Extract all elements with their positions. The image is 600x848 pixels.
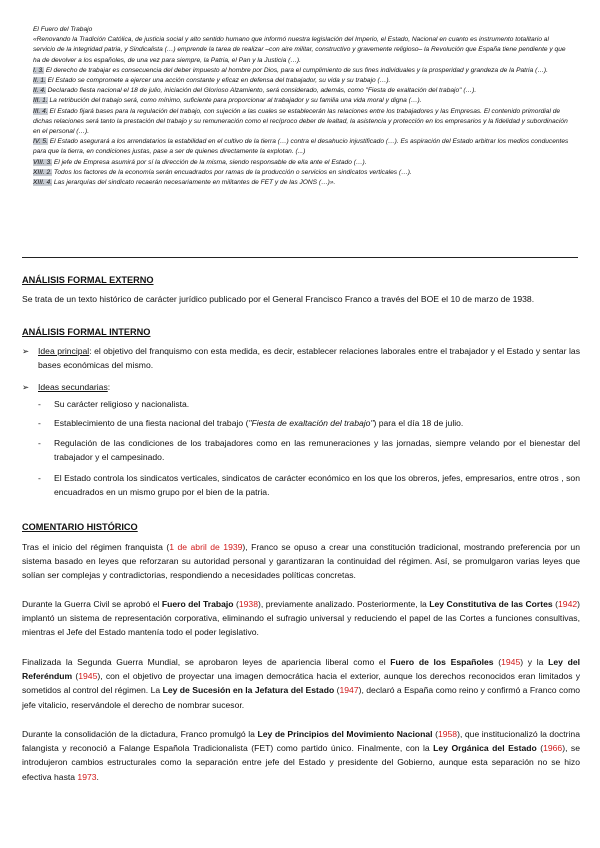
external-analysis-title: ANÁLISIS FORMAL EXTERNO: [22, 275, 154, 285]
law-name: Fuero del Trabajo: [161, 599, 234, 609]
dash-bullet-icon: -: [38, 418, 41, 428]
dash-bullet-icon: -: [38, 473, 41, 483]
source-item-number: III. 4.: [33, 107, 48, 115]
historical-comment-title: COMENTARIO HISTÓRICO: [22, 522, 138, 532]
source-item: [33, 107, 573, 138]
internal-analysis-title: ANÁLISIS FORMAL INTERNO: [22, 327, 151, 337]
secondary-idea-text: Regulación de las condiciones de los trabajadores como en las remuneraciones y las jornadas, siempre velando por el bienestar del trabajador y el campesinado.: [54, 438, 580, 463]
source-item-text: El derecho de trabajar es consecuencia del deber impuesto al hombre por Dios, para el cumplimiento de sus fines individuales y la prosperidad y grandeza de la Patria (…).: [44, 66, 548, 74]
text-run: y la: [523, 657, 549, 667]
source-item: [33, 137, 573, 157]
year-highlight: 1966: [543, 743, 563, 754]
text-run: , declaró a España como reino y confirmó a Franco como jefe vitalicio, reservándole el derecho de nombrar sucesor.: [22, 685, 581, 710]
comment-paragraph-1: [22, 540, 580, 583]
text-run: , previamente analizado. Posteriormente, la: [260, 599, 430, 609]
source-heading: El Fuero del Trabajo: [33, 26, 93, 33]
source-item-text: Declarado fiesta nacional el 18 de julio, iniciación del Glorioso Alzamiento, será considerado, además, como "Fiesta de exaltación del trabajo" (…).: [45, 87, 477, 95]
source-item-number: IV. 5.: [33, 138, 48, 146]
text-run: Durante la consolidación de la dictadura, Franco promulgó la: [22, 729, 258, 739]
secondary-idea: [38, 416, 580, 430]
arrow-bullet-icon: ➢: [22, 382, 30, 392]
source-item-number: II. 4.: [33, 87, 46, 95]
section-divider: [22, 257, 578, 258]
law-name: Ley Orgánica del Estado: [433, 743, 537, 754]
secondary-ideas-label: Ideas secundarias: [38, 382, 108, 392]
text-run: Durante la Guerra Civil se aprobó el: [22, 599, 162, 609]
source-quote-block: [33, 25, 573, 188]
text-run: , con el objetivo de proyectar una imagen democrática hacia el exterior, aunque los derechos reconocidos eran limitados y sometidos al control del régimen. La: [22, 671, 581, 696]
source-item-number: VIII. 3.: [33, 158, 53, 166]
source-item-number: III. 1.: [33, 97, 48, 105]
year-highlight: 1945: [78, 671, 98, 682]
year-highlight: 1942: [558, 599, 578, 609]
comment-paragraph-3: Finalizada la Segunda Guerra Mundial, se aprobaron leyes de apariencia liberal como el Fuero de los Españoles (1945) y la Ley del Referéndum (1945), con el objetivo de proyectar una imagen democrática hacia el exterior, aunque los derechos reconocidos eran limitados y sometidos al control del régimen. La Ley de Sucesión en la Jefatura del Estado (1947), declaró a España como reino y confirmó a Franco como jefe vitalicio, reservándole el derecho de nombrar sucesor.: [22, 657, 581, 710]
text-run: Tras el inicio del régimen franquista (: [22, 542, 170, 552]
secondary-idea-text: Establecimiento de una fiesta nacional del trabajo (: [54, 418, 249, 428]
secondary-ideas-colon: :: [107, 382, 111, 392]
source-item-text: El Estado asegurará a los arrendatarios la estabilidad en el cultivo de la tierra (…) contra el desahucio injustificado (…). Es aspiración del Estado arbitrar los medios conducentes para que la tierra, en condiciones justas, pase a ser de quienes directamente la explotan. (...): [33, 138, 569, 156]
year-highlight: 1938: [238, 599, 258, 609]
source-item: [33, 168, 573, 178]
text-run: , que institucionalizó la doctrina falangista y reconoció a Falange Española Tradicionalista (FET) como partido único. Finalmente, con la: [22, 729, 580, 754]
secondary-idea-text: ) para el día 18 de julio.: [373, 418, 464, 428]
law-name: Ley del Referéndum: [22, 657, 580, 682]
law-name: Ley de Sucesión en la Jefatura del Estado: [162, 685, 335, 696]
source-item-number: XIII. 4.: [33, 179, 53, 187]
law-name: Ley Constitutiva de las Cortes: [429, 599, 553, 609]
text-run: , se introdujeron cambios estructurales como la separación entre jefe del Estado y presidente del Gobierno, aunque esta separación no se hizo efectiva hasta: [22, 743, 580, 782]
year-highlight: 1947: [339, 685, 359, 696]
dash-bullet-icon: -: [38, 438, 41, 448]
main-idea-label: Idea principal: [38, 346, 90, 356]
source-item: [33, 86, 573, 96]
source-item-text: El Estado fijará bases para la regulación del trabajo, con sujeción a las cuales se establecerán las relaciones entre los trabajadores y las Empresas. El contenido primordial de dichas relaciones será tanto la prestación del trabajo y su remuneración como el recíproco deber de lealtad, la asistencia y protección en los empresarios y la fidelidad y subordinación en el personal (…).: [33, 107, 568, 136]
secondary-idea-text: Su carácter religioso y nacionalista.: [54, 399, 190, 409]
secondary-idea: [38, 471, 580, 499]
main-idea-item: [22, 344, 580, 372]
year-highlight: 1945: [501, 657, 521, 667]
text-run: Finalizada la Segunda Guerra Mundial, se aprobaron leyes de apariencia liberal como el: [22, 657, 391, 667]
source-item-text: Las jerarquías del sindicato recaerán necesariamente en militantes de FET y de las JONS (…)».: [52, 179, 336, 187]
source-item: [33, 66, 573, 76]
source-item-text: La retribución del trabajo será, como mínimo, suficiente para proporcionar al trabajador y su familia una vida moral y digna (…).: [47, 97, 422, 105]
source-item-text: Todos los factores de la economía serán encuadrados por ramas de la producción o servicios en sindicatos verticales (…).: [52, 168, 412, 176]
comment-paragraph-4: Durante la consolidación de la dictadura, Franco promulgó la Ley de Principios del Movimiento Nacional (1958), que institucionalizó la doctrina falangista y reconoció a Falange Española Tradicionalista (FET) como partido único. Finalmente, con la Ley Orgánica del Estado (1966), se introdujeron cambios estructurales como la separación entre jefe del Estado y presidente del Gobierno, aunque esta separación no se hizo efectiva hasta 1973.: [22, 729, 580, 782]
external-analysis-text: Se trata de un texto histórico de carácter jurídico publicado por el General Francisco Franco a través del BOE el 10 de marzo de 1938.: [22, 294, 535, 304]
source-item: [33, 158, 573, 168]
law-name: Fuero de los Españoles: [390, 657, 494, 667]
comment-paragraph-2: Durante la Guerra Civil se aprobó el Fuero del Trabajo (1938), previamente analizado. Posteriormente, la Ley Constitutiva de las Cortes (1942) implantó un sistema de representación corporativa, eliminando el sufragio universal y reduciendo el papel de las Cortes a funciones consultivas, mientras el Jefe del Estado mantenía todo el poder legislativo.: [22, 599, 581, 638]
text-run: ), Franco se opuso a crear una constitución tradicional, mostrando preferencia por un sistema basado en leyes que reforzaran su autoridad personal y garantizaran la continuidad del régimen. Así, se promulgaron varias leyes que solían ser complejas y contradictorias, respondiendo a necesidades políticas concretas.: [22, 542, 580, 581]
source-item-text: El jefe de Empresa asumirá por sí la dirección de la misma, siendo responsable de ella ante el Estado (…).: [52, 158, 367, 166]
secondary-idea: [38, 436, 580, 464]
date-highlight: 1 de abril de 1939: [169, 542, 243, 552]
text-run: implantó un sistema de representación corporativa, eliminando el sufragio universal y reduciendo el papel de las Cortes a funciones consultivas, mientras el Jefe del Estado mantenía todo el poder legislativo.: [22, 613, 580, 638]
source-item: [33, 76, 573, 86]
text-run: .: [96, 771, 99, 782]
source-item: [33, 96, 573, 106]
dash-bullet-icon: -: [38, 399, 41, 409]
year-highlight: 1958: [437, 729, 458, 739]
source-intro: «Renovando la Tradición Católica, de justicia social y alto sentido humano que informó nuestra legislación del Imperio, el Estado, Nacional en cuanto es instrumento totalitario al servicio de la integridad patria, y Sindicalista (…) emprende la tarea de realizar –con aire militar, constructivo y gravemente religioso– la Revolución que España tiene pendiente y que ha de devolver a los españoles, de una vez para siempre, la Patria, el Pan y la Justicia (…).: [33, 36, 566, 64]
law-name: Ley de Principios del Movimiento Nacional: [257, 729, 433, 739]
source-item-number: II. 1.: [33, 77, 46, 85]
year-highlight: 1973: [77, 771, 97, 782]
source-item-number: I. 3.: [33, 66, 44, 74]
source-item-number: XIII. 2.: [33, 168, 53, 176]
secondary-idea-quote: "Fiesta de exaltación del trabajo": [248, 418, 374, 428]
arrow-bullet-icon: ➢: [22, 346, 30, 356]
source-item: [33, 178, 573, 188]
secondary-idea: [38, 397, 580, 411]
main-idea-text: : el objetivo del franquismo con esta medida, es decir, establecer relaciones laborales entre el trabajador y el Estado y sentar las bases económicas del mismo.: [38, 346, 580, 371]
secondary-idea-text: El Estado controla los sindicatos verticales, sindicatos de carácter económico en los que los obreros, jefes, empresarios, entre otros , son encuadrados en un mismo grupo por el bien de la patria.: [54, 473, 580, 498]
source-item-text: El Estado se compromete a ejercer una acción constante y eficaz en defensa del trabajador, su vida y su trabajo (…).: [45, 77, 391, 85]
secondary-ideas-item: [22, 380, 580, 394]
